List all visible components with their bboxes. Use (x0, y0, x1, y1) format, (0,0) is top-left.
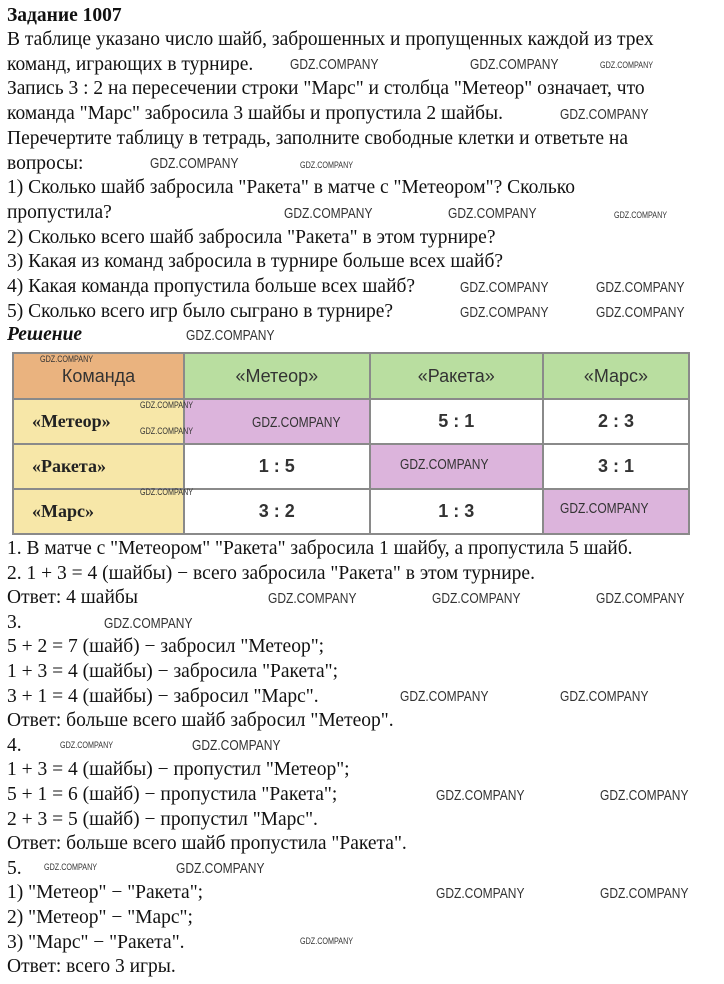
text-line: 5 + 1 = 6 (шайб) − пропустила "Ракета"; (7, 784, 338, 805)
watermark: GDZ.COMPANY (596, 590, 685, 607)
text-line: Ответ: больше всего шайб пропустила "Ракета". (7, 833, 407, 855)
watermark: GDZ.COMPANY (192, 737, 281, 754)
text-line: 1 + 3 = 4 (шайбы) − пропустил "Метеор"; (7, 759, 350, 781)
watermark: GDZ.COMPANY (60, 740, 114, 750)
text-line: 3. (7, 611, 22, 633)
task-title: Задание 1007 (7, 5, 122, 26)
text-line: 3) Какая из команд забросила в турнире больше всех шайб? (7, 251, 504, 273)
watermark: GDZ.COMPANY (176, 860, 265, 877)
header-cell: «Марс» (543, 353, 689, 399)
team-cell: «Метеор» (13, 399, 184, 444)
watermark: GDZ.COMPANY (186, 327, 275, 344)
text-line: 3 + 1 = 4 (шайбы) − забросил "Марс". (7, 685, 319, 707)
watermark: GDZ.COMPANY (470, 56, 559, 73)
watermark: GDZ.COMPANY (448, 205, 537, 222)
text-line: Ответ: всего 3 игры. (7, 956, 176, 978)
watermark: GDZ.COMPANY (560, 106, 649, 123)
solution-label: Решение (7, 324, 83, 345)
text-line: 4) Какая команда пропустила больше всех шайб? (7, 276, 416, 297)
text-line: Перечертите таблицу в тетрадь, заполните свободные клетки и ответьте на (7, 127, 629, 149)
score-cell: 3 : 1 (543, 444, 689, 489)
text-line: 1. В матче с "Метеором" "Ракета" забросила 1 шайбу, а пропустила 5 шайб. (7, 538, 633, 559)
text-line: 3) "Марс" − "Ракета". (7, 931, 185, 953)
watermark: GDZ.COMPANY (436, 787, 525, 804)
watermark: GDZ.COMPANY (150, 155, 239, 172)
score-cell: 2 : 3 (543, 399, 689, 444)
watermark: GDZ.COMPANY (560, 500, 649, 517)
watermark: GDZ.COMPANY (40, 354, 94, 364)
watermark: GDZ.COMPANY (300, 936, 354, 946)
watermark: GDZ.COMPANY (140, 400, 194, 410)
text-line: команда "Марс" забросила 3 шайбы и пропустила 2 шайбы. (7, 103, 503, 125)
watermark: GDZ.COMPANY (596, 279, 685, 296)
watermark: GDZ.COMPANY (600, 787, 689, 804)
watermark: GDZ.COMPANY (460, 279, 549, 296)
score-cell: 5 : 1 (370, 399, 543, 444)
score-cell: 1 : 5 (184, 444, 370, 489)
text-line: 2. 1 + 3 = 4 (шайбы) − всего забросила "Ракета" в этом турнире. (7, 562, 535, 584)
text-line: команд, играющих в турнире. (7, 53, 254, 75)
text-line: 5. (7, 857, 22, 879)
watermark: GDZ.COMPANY (104, 615, 193, 632)
text-line: 1) Сколько шайб забросила "Ракета" в матче с "Метеором"? Сколько (7, 177, 575, 199)
watermark: GDZ.COMPANY (252, 414, 341, 431)
header-cell: Команда (13, 353, 184, 399)
header-cell: «Метеор» (184, 353, 370, 399)
text-line: Ответ: больше всего шайб забросил "Метеор". (7, 710, 394, 732)
watermark: GDZ.COMPANY (432, 590, 521, 607)
score-cell: 1 : 3 (370, 489, 543, 534)
text-line: 2) "Метеор" − "Марс"; (7, 907, 193, 928)
watermark: GDZ.COMPANY (140, 426, 194, 436)
watermark: GDZ.COMPANY (600, 60, 654, 70)
table-row (13, 444, 689, 489)
table-row (13, 399, 689, 444)
watermark: GDZ.COMPANY (596, 304, 685, 321)
table-header-row (13, 353, 689, 399)
text-line: 5 + 2 = 7 (шайб) − забросил "Метеор"; (7, 636, 325, 658)
watermark: GDZ.COMPANY (460, 304, 549, 321)
score-cell: 3 : 2 (184, 489, 370, 534)
text-line: 1 + 3 = 4 (шайбы) − забросила "Ракета"; (7, 661, 338, 682)
watermark: GDZ.COMPANY (560, 688, 649, 705)
text-line: пропустила? (7, 201, 112, 223)
watermark: GDZ.COMPANY (44, 862, 98, 872)
watermark: GDZ.COMPANY (614, 210, 668, 220)
text-line: В таблице указано число шайб, заброшенных и пропущенных каждой из трех (7, 29, 654, 50)
text-line: 5) Сколько всего игр было сыграно в турнире? (7, 300, 394, 322)
watermark: GDZ.COMPANY (140, 487, 194, 497)
team-cell: «Ракета» (13, 444, 184, 489)
watermark: GDZ.COMPANY (300, 160, 354, 170)
watermark: GDZ.COMPANY (268, 590, 357, 607)
watermark: GDZ.COMPANY (600, 885, 689, 902)
watermark: GDZ.COMPANY (290, 56, 379, 73)
watermark: GDZ.COMPANY (400, 688, 489, 705)
text-line: Запись 3 : 2 на пересечении строки "Марс" и столбца "Метеор" означает, что (7, 78, 645, 100)
header-cell: «Ракета» (370, 353, 543, 399)
watermark: GDZ.COMPANY (400, 456, 489, 473)
text-line: 2) Сколько всего шайб забросила "Ракета" в этом турнире? (7, 226, 496, 248)
watermark: GDZ.COMPANY (436, 885, 525, 902)
text-line: вопросы: (7, 152, 84, 174)
text-line: 1) "Метеор" − "Ракета"; (7, 882, 204, 904)
team-cell: «Марс» (13, 489, 184, 534)
text-line: 4. (7, 734, 22, 756)
watermark: GDZ.COMPANY (284, 205, 373, 222)
text-line: 2 + 3 = 5 (шайб) − пропустил "Марс". (7, 808, 318, 830)
text-line: Ответ: 4 шайбы (7, 587, 138, 609)
